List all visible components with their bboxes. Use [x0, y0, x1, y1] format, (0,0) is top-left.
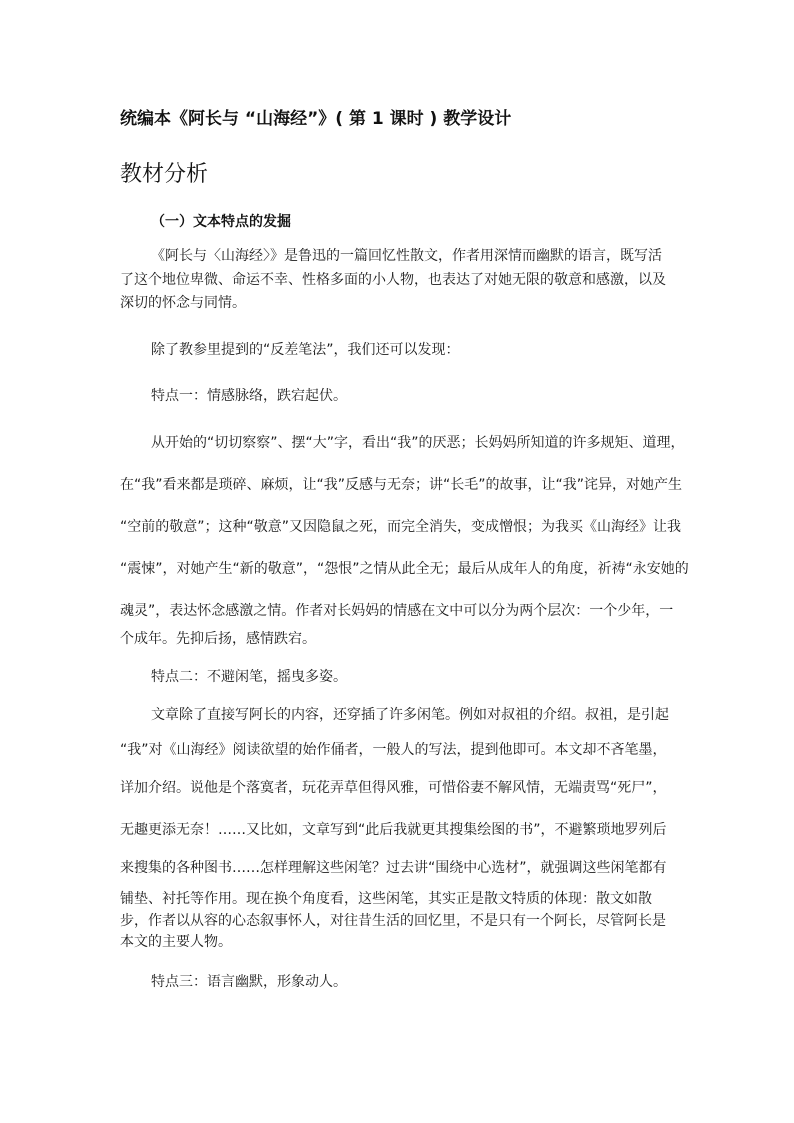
paragraph-line: 个成年。先抑后扬，感情跌宕。	[120, 631, 316, 647]
paragraph-line: 来搜集的各种图书……怎样理解这些闲笔？过去讲“围绕中心选材”，就强调这些闲笔都有	[120, 860, 667, 876]
paragraph-line: 铺垫、衬托等作用。现在换个角度看，这些闲笔，其实正是散文特质的体现：散文如散	[120, 891, 652, 907]
paragraph-line: 深切的怀念与同情。	[120, 295, 246, 311]
paragraph-line: 本文的主要人物。	[120, 934, 232, 950]
paragraph-line: 魂灵”，表达怀念感激之情。作者对长妈妈的情感在文中可以分为两个层次：一个少年，一	[120, 603, 674, 619]
paragraph-line: 在“我”看来都是琐碎、麻烦，让“我”反感与无奈；讲“长毛”的故事，让“我”诧异，对她产生	[120, 477, 683, 493]
paragraph-line: 详加介绍。说他是个落寞者，玩花弄草但得风雅，可惜俗妻不解风情，无端责骂“死尸”，	[120, 780, 667, 796]
document-title: 统编本《阿长与 “山海经”》( 第 1 课时 ) 教学设计	[120, 109, 512, 129]
paragraph-line: “我”对《山海经》阅读欲望的始作俑者，一般人的写法，提到他即可。本文却不吝笔墨，	[120, 742, 667, 758]
paragraph-line: “空前的敬意”；这种“敬意”又因隐鼠之死，而完全消失，变成憎恨；为我买《山海经》让我	[120, 519, 682, 535]
paragraph-line: “震悚”，对她产生“新的敬意”，“怨恨”之情从此全无；最后从成年人的角度，祈祷“永安她的	[120, 561, 689, 577]
paragraph-line: 从开始的“切切察察”、摆“大”字，看出“我”的厌恶；长妈妈所知道的许多规矩、道理，	[151, 435, 685, 451]
paragraph-line: 了这个地位卑微、命运不幸、性格多面的小人物，也表达了对她无限的敬意和感激，以及	[120, 272, 666, 288]
paragraph-line: 步，作者以从容的心态叙事怀人，对往昔生活的回忆里，不是只有一个阿长，尽管阿长是	[120, 913, 666, 929]
feature-heading-2: 特点二：不避闲笔，摇曳多姿。	[151, 669, 347, 685]
paragraph-line: 《阿长与〈山海经〉》是鲁迅的一篇回忆性散文，作者用深情而幽默的语言，既写活	[151, 248, 662, 264]
paragraph-line: 文章除了直接写阿长的内容，还穿插了许多闲笔。例如对叔祖的介绍。叔祖，是引起	[151, 707, 669, 723]
paragraph-line: 除了教参里提到的“反差笔法”，我们还可以发现：	[151, 342, 460, 358]
feature-heading-3: 特点三：语言幽默，形象动人。	[151, 974, 347, 990]
subsection-heading: （一）文本特点的发掘	[151, 214, 291, 230]
paragraph-line: 无趣更添无奈！……又比如，文章写到“此后我就更其搜集绘图的书”，不避繁琐地罗列后	[120, 822, 667, 838]
section-heading: 教材分析	[120, 162, 209, 187]
feature-heading-1: 特点一：情感脉络，跌宕起伏。	[151, 388, 347, 404]
